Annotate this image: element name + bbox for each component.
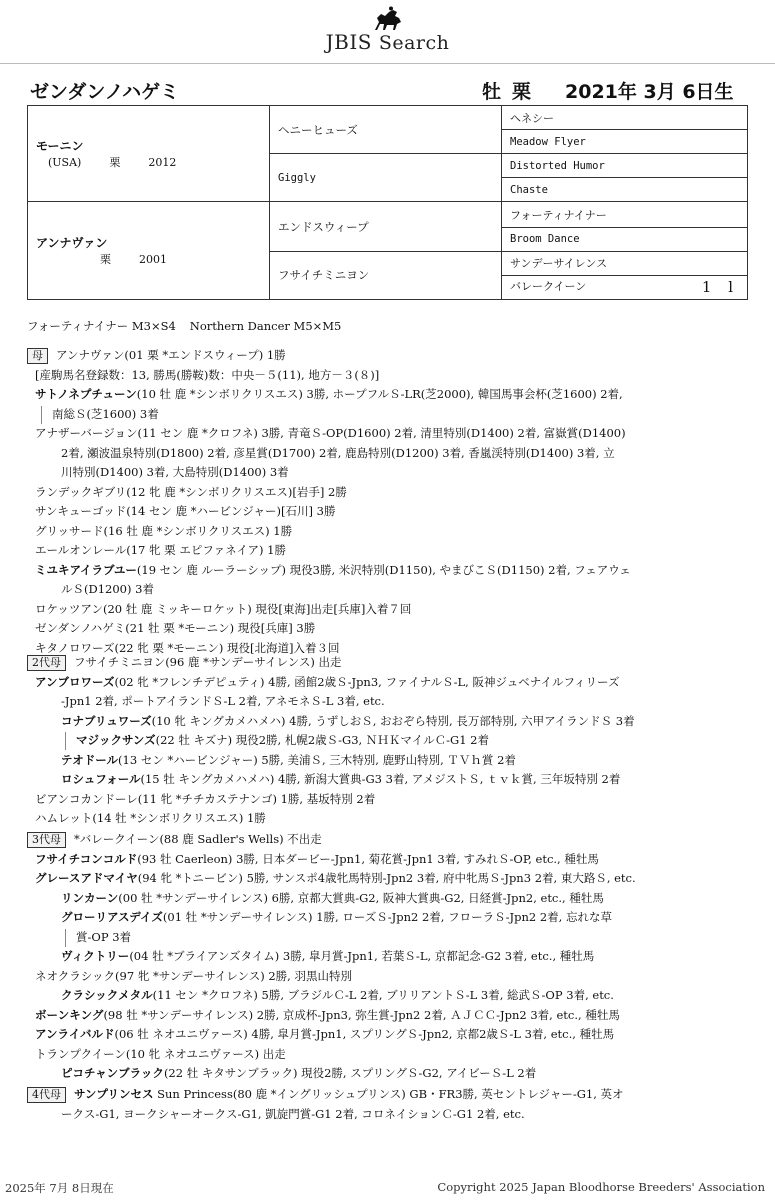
entry-text: ビアンコカンドーレ(11 牝 *チチカステナンゴ) 1勝, 基坂特別 2着 [35, 791, 376, 806]
entry-text: ルＳ(D1200) 3着 [61, 582, 154, 596]
entry-text: (19 セン 鹿 ルーラーシップ) 現役3勝, 米沢特別(D1150), やまびこＳ(D1150) 2着, フェアウェ [136, 562, 631, 577]
ggp-7[interactable]: サンデーサイレンス [502, 251, 748, 275]
ggp-1[interactable]: ヘネシー [502, 106, 748, 130]
entry-text: (01 牡 *サンデーサイレンス) 1勝, ローズＳ-Jpn2 2着, フローラＳ-Jpn2 2着, 忘れな草 [162, 910, 612, 924]
entry-line [27, 673, 747, 693]
entry-text: *バレークイーン(88 鹿 Sadler's Wells) 不出走 [74, 832, 322, 846]
entry-text: ゼンダンノハゲミ(21 牡 栗 *モーニン) 現役[兵庫] 3勝 [35, 621, 316, 635]
entry-line [27, 502, 747, 522]
entry-text: アナザーバージョン(11 セン 鹿 *クロフネ) 3勝, 青竜Ｓ-OP(D1600) 2着, 清里特別(D1400) 2着, 富嶽賞(D1400) [35, 426, 626, 440]
family-number: 1 l [701, 278, 739, 297]
horse-link[interactable]: ボーンキング [35, 1007, 104, 1022]
entry-text: サンキューゴッド(14 セン 鹿 *ハービンジャー)[石川] 3勝 [35, 504, 336, 518]
entry-text: ロケッツアン(20 牡 鹿 ミッキーロケット) 現役[東海]出走[兵庫]入着７回 [35, 601, 412, 616]
ggp-6[interactable]: Broom Dance [502, 227, 748, 251]
sire-cell [28, 106, 270, 202]
horse-rider-icon [371, 6, 405, 32]
horse-link[interactable]: リンカーン [61, 890, 119, 905]
header-divider [0, 63, 775, 64]
horse-link[interactable]: マジックサンズ [76, 733, 156, 747]
entry-line [27, 1045, 747, 1065]
horse-link[interactable]: ピコチャンブラック [61, 1066, 164, 1080]
entry-text: ランデックギブリ(12 牝 鹿 *シンボリクリスエス)[岩手] 2勝 [35, 484, 347, 499]
horse-link[interactable]: クラシックメタル [61, 988, 153, 1002]
footer-date: 2025年 7月 8日現在 [5, 1181, 114, 1195]
entry-line [27, 908, 747, 928]
grandsire-2[interactable]: Giggly [270, 154, 502, 202]
ggp-8-name[interactable]: バレークイーン [510, 280, 587, 294]
entry-line [27, 522, 747, 542]
entry-line [27, 1085, 747, 1105]
entry-text: (10 牝 キングカメハメハ) 4勝, うずしおＳ, おおぞら特別, 長万部特別, 六甲アイランドＳ 3着 [151, 713, 635, 728]
entry-line [27, 712, 747, 732]
entry-line [27, 692, 747, 712]
second-dam-section [27, 653, 747, 829]
horse-link[interactable]: アンブロワーズ [35, 674, 115, 689]
entry-text: フサイチミニヨン(96 鹿 *サンデーサイレンス) 出走 [74, 655, 342, 669]
fourth-dam-section [27, 1085, 747, 1124]
horse-link[interactable]: アンライバルド [35, 1027, 115, 1041]
dam-name[interactable]: アンナヴァン [36, 236, 108, 251]
entry-line [27, 424, 747, 444]
entry-line [27, 947, 747, 967]
entry-text: トランプクイーン(10 牝 ネオユニヴァース) 出走 [35, 1046, 286, 1061]
generation-tag: 2代母 [27, 655, 66, 671]
entry-text: 川特別(D1400) 3着, 大島特別(D1400) 3着 [61, 465, 289, 479]
sire-country: (USA) [48, 156, 82, 170]
entry-text: Sun Princess(80 鹿 *イングリッシュプリンス) GB・FR3勝, 英セントレジャー-G1, 英オ [153, 1087, 624, 1101]
dam-year: 2001 [139, 253, 167, 267]
logo-search: Search [378, 32, 450, 54]
entry-line [27, 1025, 747, 1045]
entry-text: (13 セン *ハービンジャー) 5勝, 美浦Ｓ, 三木特別, 鹿野山特別, ＴＶｈ賞 2着 [118, 752, 516, 767]
entry-text: ネオクラシック(97 牝 *サンデーサイレンス) 2勝, 羽黒山特別 [35, 968, 352, 983]
entry-line [27, 928, 747, 948]
entry-text: (94 牝 *トニービン) 5勝, サンスポ4歳牝馬特別-Jpn2 3着, 府中牝馬Ｓ-Jpn3 2着, 東大路Ｓ, etc. [137, 871, 636, 885]
third-dam-section [27, 830, 747, 1084]
entry-line [27, 653, 747, 673]
entry-text: エールオンレール(17 牝 栗 エピファネイア) 1勝 [35, 543, 286, 557]
horse-link[interactable]: ロシュフォール [61, 772, 141, 786]
entry-text: (98 牡 *サンデーサイレンス) 2勝, 京成杯-Jpn3, 弥生賞-Jpn2 2着, ＡＪＣＣ-Jpn2 3着, etc., 種牡馬 [103, 1007, 620, 1022]
ggp-2[interactable]: Meadow Flyer [502, 130, 748, 154]
grandsire-1[interactable]: ヘニーヒューズ [270, 106, 502, 154]
dam-color: 栗 [100, 253, 111, 267]
entry-text: キタノロワーズ(22 牝 栗 *モーニン) 現役[北海道]入着３回 [35, 640, 340, 655]
horse-link[interactable]: フサイチコンコルド [35, 851, 138, 866]
entry-line [27, 731, 747, 751]
entry-line [27, 869, 747, 889]
dam-cell [28, 202, 270, 300]
entry-line [27, 1105, 747, 1125]
entry-line [27, 346, 747, 366]
entry-line [27, 967, 747, 987]
grandsire-4[interactable]: フサイチミニヨン [270, 251, 502, 299]
generation-tag: 4代母 [27, 1087, 66, 1103]
indent-bar [65, 929, 66, 947]
ggp-3[interactable]: Distorted Humor [502, 154, 748, 178]
entry-text: (11 セン *クロフネ) 5勝, ブラジルＣ-L 2着, ブリリアントＳ-L 3着, 総武Ｓ-OP 3着, etc. [152, 988, 614, 1002]
sire-name[interactable]: モーニン [36, 139, 84, 154]
entry-text: (15 牡 キングカメハメハ) 4勝, 新潟大賞典-G3 3着, アメジストＳ, ｔｖｋ賞, 三年坂特別 2着 [140, 772, 621, 786]
entry-line [27, 1064, 747, 1084]
inbreeding-line [27, 318, 355, 334]
entry-line [27, 385, 747, 405]
entry-text: ークス-G1, ヨークシャーオークス-G1, 凱旋門賞-G1 2着, コロネイションＣ-G1 2着, etc. [61, 1106, 525, 1121]
indent-bar [65, 732, 66, 750]
entry-line [27, 751, 747, 771]
entry-text: (22 牡 キズナ) 現役2勝, 札幌2歳Ｓ-G3, ＮＨＫマイルＣ-G1 2着 [155, 733, 489, 747]
horse-link[interactable]: ヴィクトリー [61, 949, 130, 963]
entry-line [27, 790, 747, 810]
entry-line [27, 986, 747, 1006]
entry-line [27, 850, 747, 870]
horse-color: 栗 [512, 81, 532, 103]
entry-line [27, 561, 747, 581]
horse-link[interactable]: サンプリンセス [74, 1087, 154, 1101]
entry-text: ハムレット(14 牡 *シンボリクリスエス) 1勝 [35, 811, 266, 825]
entry-text: (10 牡 鹿 *シンボリクリスエス) 3勝, ホープフルＳ-LR(芝2000), 韓国馬事会杯(芝1600) 2着, [136, 387, 623, 401]
generation-tag: 3代母 [27, 832, 66, 848]
sire-year: 2012 [148, 156, 177, 170]
entry-line [27, 600, 747, 620]
entry-line [27, 809, 747, 829]
dam-section [27, 346, 747, 658]
entry-text: (04 牡 *ブライアンズタイム) 3勝, 皐月賞-Jpn1, 若葉Ｓ-L, 京都記念-G2 3着, etc., 種牡馬 [129, 949, 595, 963]
entry-text: (02 牝 *フレンチデピュティ) 4勝, 函館2歳Ｓ-Jpn3, ファイナルＳ-L, 阪神ジュベナイルフィリーズ [114, 674, 620, 689]
ggp-5[interactable]: フォーティナイナー [502, 202, 748, 227]
entry-text: -Jpn1 2着, ポートアイランドＳ-L 2着, アネモネＳ-L 3着, etc. [61, 694, 385, 708]
entry-text: (93 牡 Caerleon) 3勝, 日本ダービー-Jpn1, 菊花賞-Jpn1 3着, すみれＳ-OP, etc., 種牡馬 [137, 851, 599, 866]
entry-text: (00 牡 *サンデーサイレンス) 6勝, 京都大賞典-G2, 阪神大賞典-G2, 日経賞-Jpn2, etc., 種牡馬 [118, 890, 604, 905]
indent-bar [41, 406, 42, 424]
entry-line [27, 770, 747, 790]
sire-color: 栗 [109, 156, 121, 170]
horse-link[interactable]: ミユキアイラブユー [35, 562, 137, 577]
horse-sex: 牡 [482, 81, 502, 103]
entry-line [27, 483, 747, 503]
entry-line [27, 541, 747, 561]
ggp-8[interactable] [502, 275, 748, 299]
entry-line [27, 580, 747, 600]
entry-line [27, 463, 747, 483]
entry-line [27, 1006, 747, 1026]
entry-line [27, 889, 747, 909]
entry-text: 2着, 瀬波温泉特別(D1800) 2着, 彦星賞(D1700) 2着, 鹿島特別(D1200) 3着, 香嵐渓特別(D1400) 3着, 立 [61, 445, 615, 460]
inbreeding-item: Northern Dancer M5×M5 [189, 319, 342, 333]
entry-line [27, 405, 747, 425]
pedigree-table [27, 105, 748, 300]
horse-birthdate: 2021年 3月 6日生 [565, 81, 734, 103]
entry-line [27, 619, 747, 639]
horse-link[interactable]: サトノネプチューン [35, 387, 137, 401]
entry-line [27, 366, 747, 386]
horse-link[interactable]: テオドール [61, 752, 119, 767]
entry-text: 賞-OP 3着 [76, 929, 132, 944]
jbis-logo[interactable] [0, 6, 775, 54]
generation-tag: 母 [27, 348, 48, 364]
entry-text: 南総Ｓ(芝1600) 3着 [52, 406, 159, 421]
entry-text: グリッサード(16 牡 鹿 *シンボリクリスエス) 1勝 [35, 523, 293, 538]
entry-text: [産駒馬名登録数：13, 勝馬(勝鞍)数：中央－５(11), 地方－３(８)] [35, 367, 380, 382]
entry-text: (06 牡 ネオユニヴァース) 4勝, 皐月賞-Jpn1, スプリングＳ-Jpn2, 京都2歳Ｓ-L 3着, etc., 種牡馬 [114, 1027, 615, 1041]
entry-line [27, 444, 747, 464]
entry-line [27, 830, 747, 850]
footer-copyright: Copyright 2025 Japan Bloodhorse Breeders' Association [437, 1180, 765, 1194]
horse-link[interactable]: コナブリュワーズ [61, 713, 152, 728]
inbreeding-item: フォーティナイナー M3×S4 [27, 319, 176, 333]
horse-link[interactable]: グローリアスデイズ [61, 910, 163, 924]
logo-jbis: JBIS [325, 30, 372, 54]
grandsire-3[interactable]: エンドスウィープ [270, 202, 502, 251]
entry-text: (22 牡 キタサンブラック) 現役2勝, スプリングＳ-G2, アイビーＳ-L 2着 [163, 1066, 537, 1080]
entry-text: アンナヴァン(01 栗 *エンドスウィープ) 1勝 [56, 348, 286, 362]
horse-name: ゼンダンノハゲミ [30, 81, 180, 103]
ggp-4[interactable]: Chaste [502, 178, 748, 202]
horse-link[interactable]: グレースアドマイヤ [35, 871, 138, 885]
